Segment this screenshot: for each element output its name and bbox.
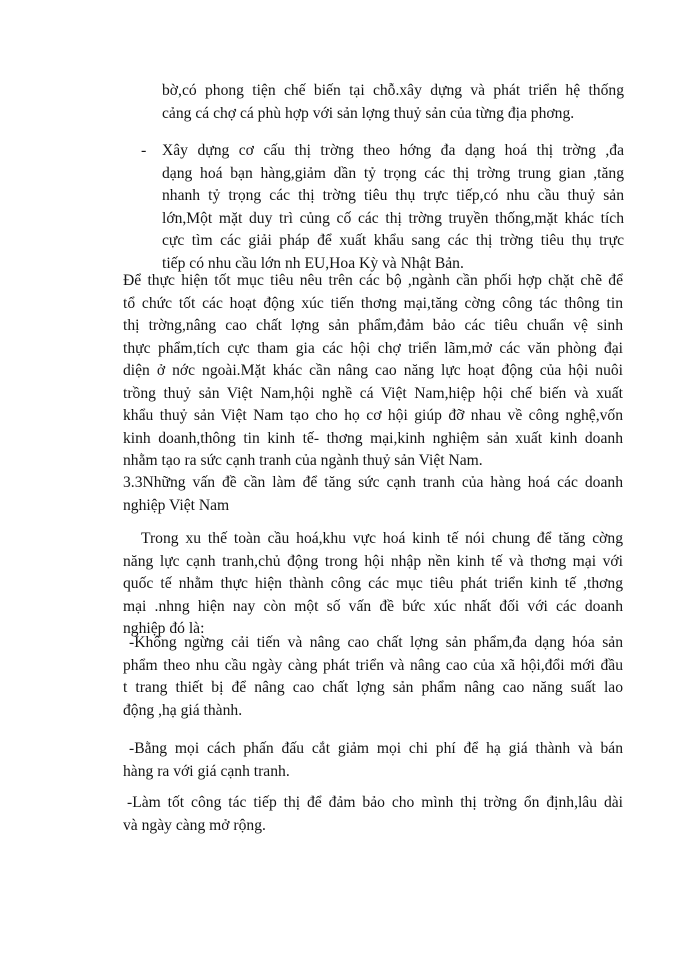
text-line: nhằm tạo ra sức cạnh tranh của ngành thuỷ sản Việt Nam. — [123, 452, 483, 469]
text-line: t trang thiết bị để nâng cao chất lợng sản phẩm nâng cao năng suất lao — [123, 679, 623, 696]
text-line: 3.3Những vấn đề cần làm để tăng sức cạnh tranh của hàng hoá các doanh — [123, 474, 623, 491]
text-line: nghiệp Việt Nam — [123, 496, 230, 514]
text-line: Xây dựng cơ cấu thị trờng theo hớng đa dạng hoá thị trờng ,đa — [162, 142, 624, 159]
text-line: dạng hoá bạn hàng,giảm dần tỷ trọng các thị trờng trung gian ,tăng — [162, 164, 624, 182]
text-line: năng lực cạnh tranh,chủ động trong hội nhập nền kinh tế và thơng mại với — [123, 552, 623, 570]
text-line: phẩm theo nhu cầu ngày càng phát triển và nâng cao của xã hội,đổi mới đầu — [123, 656, 623, 674]
text-line: nghiệp đó là: — [123, 620, 205, 637]
body-paragraph — [123, 528, 623, 641]
text-line: tổ chức tốt các hoạt động xúc tiến thơng mại,tăng cờng công tác thông tin — [123, 294, 623, 312]
text-line: quốc tế nhằm thực hiện thành công các mục tiêu phát triển kinh tế ,thơng — [123, 575, 623, 592]
text-line: -Làm tốt công tác tiếp thị để đảm bảo cho mình thị trờng ổn định,lâu dài — [127, 794, 623, 811]
body-paragraph — [123, 270, 623, 473]
intro-paragraph — [162, 80, 624, 125]
text-line: lớn,Một mặt duy trì củng cố các thị trờng truyền thống,mặt khác tích — [162, 209, 624, 227]
text-line: cảng cá chợ cá phù hợp với sản lợng thuỷ sản của từng địa phơng. — [162, 104, 575, 122]
list-item — [123, 792, 623, 837]
text-line: thực phẩm,tích cực tham gia các hội chợ triển lãm,mở các văn phòng đại — [123, 339, 623, 357]
list-item — [123, 632, 623, 722]
text-line: -Bằng mọi cách phấn đấu cắt giảm mọi chi phí để hạ giá thành và bán — [129, 740, 623, 757]
text-line: -Không ngừng cải tiến và nâng cao chất lợng sản phẩm,đa dạng hóa sản — [129, 634, 623, 651]
text-line: động ,hạ giá thành. — [123, 701, 243, 719]
text-line: thị trờng,nâng cao chất lợng sản phẩm,đảm bảo các tiêu chuẩn vệ sinh — [123, 317, 623, 334]
text-line: bờ,có phong tiện chế biến tại chỗ.xây dựng và phát triển hệ thống — [162, 82, 624, 99]
section-heading — [123, 472, 623, 517]
list-item — [123, 738, 623, 783]
text-line: kinh doanh,thông tin kinh tế- thơng mại,kinh nghiệm sản xuất kinh doanh — [123, 429, 623, 447]
bullet-marker: - — [141, 142, 147, 159]
text-line: trồng thuỷ sản Việt Nam,hội nghề cá Việt Nam,hiệp hội chế biến và xuất — [123, 384, 623, 402]
text-line: cực tìm các giải pháp để xuất khẩu sang các thị trờng tiêu thụ trực — [162, 232, 624, 249]
text-line: diện ở nớc ngoài.Mặt khác cần nâng cao năng lực hoạt động của hội nuôi — [123, 362, 623, 379]
text-line: nhanh tỷ trọng các thị trờng tiêu thụ trực tiếp,có nhu cầu thuỷ sản — [162, 187, 624, 204]
text-line: mại .nhng hiện nay còn một số vấn đề bức xúc nhất đối với các doanh — [123, 597, 623, 615]
bullet-paragraph — [162, 140, 624, 275]
text-line: tiếp có nhu cầu lớn nh EU,Hoa Kỳ và Nhật Bản. — [162, 254, 464, 272]
text-line: Để thực hiện tốt mục tiêu nêu trên các bộ ,ngành cần phối hợp chặt chẽ để — [123, 272, 623, 289]
text-line: Trong xu thế toàn cầu hoá,khu vực hoá kinh tế nói chung để tăng cờng — [141, 530, 623, 547]
text-line: khẩu thuỷ sản Việt Nam tạo cho họ cơ hội giúp đỡ nhau về công nghệ,vốn — [123, 407, 623, 424]
text-line: và ngày càng mở rộng. — [123, 816, 266, 834]
text-line: hàng ra với giá cạnh tranh. — [123, 762, 290, 780]
